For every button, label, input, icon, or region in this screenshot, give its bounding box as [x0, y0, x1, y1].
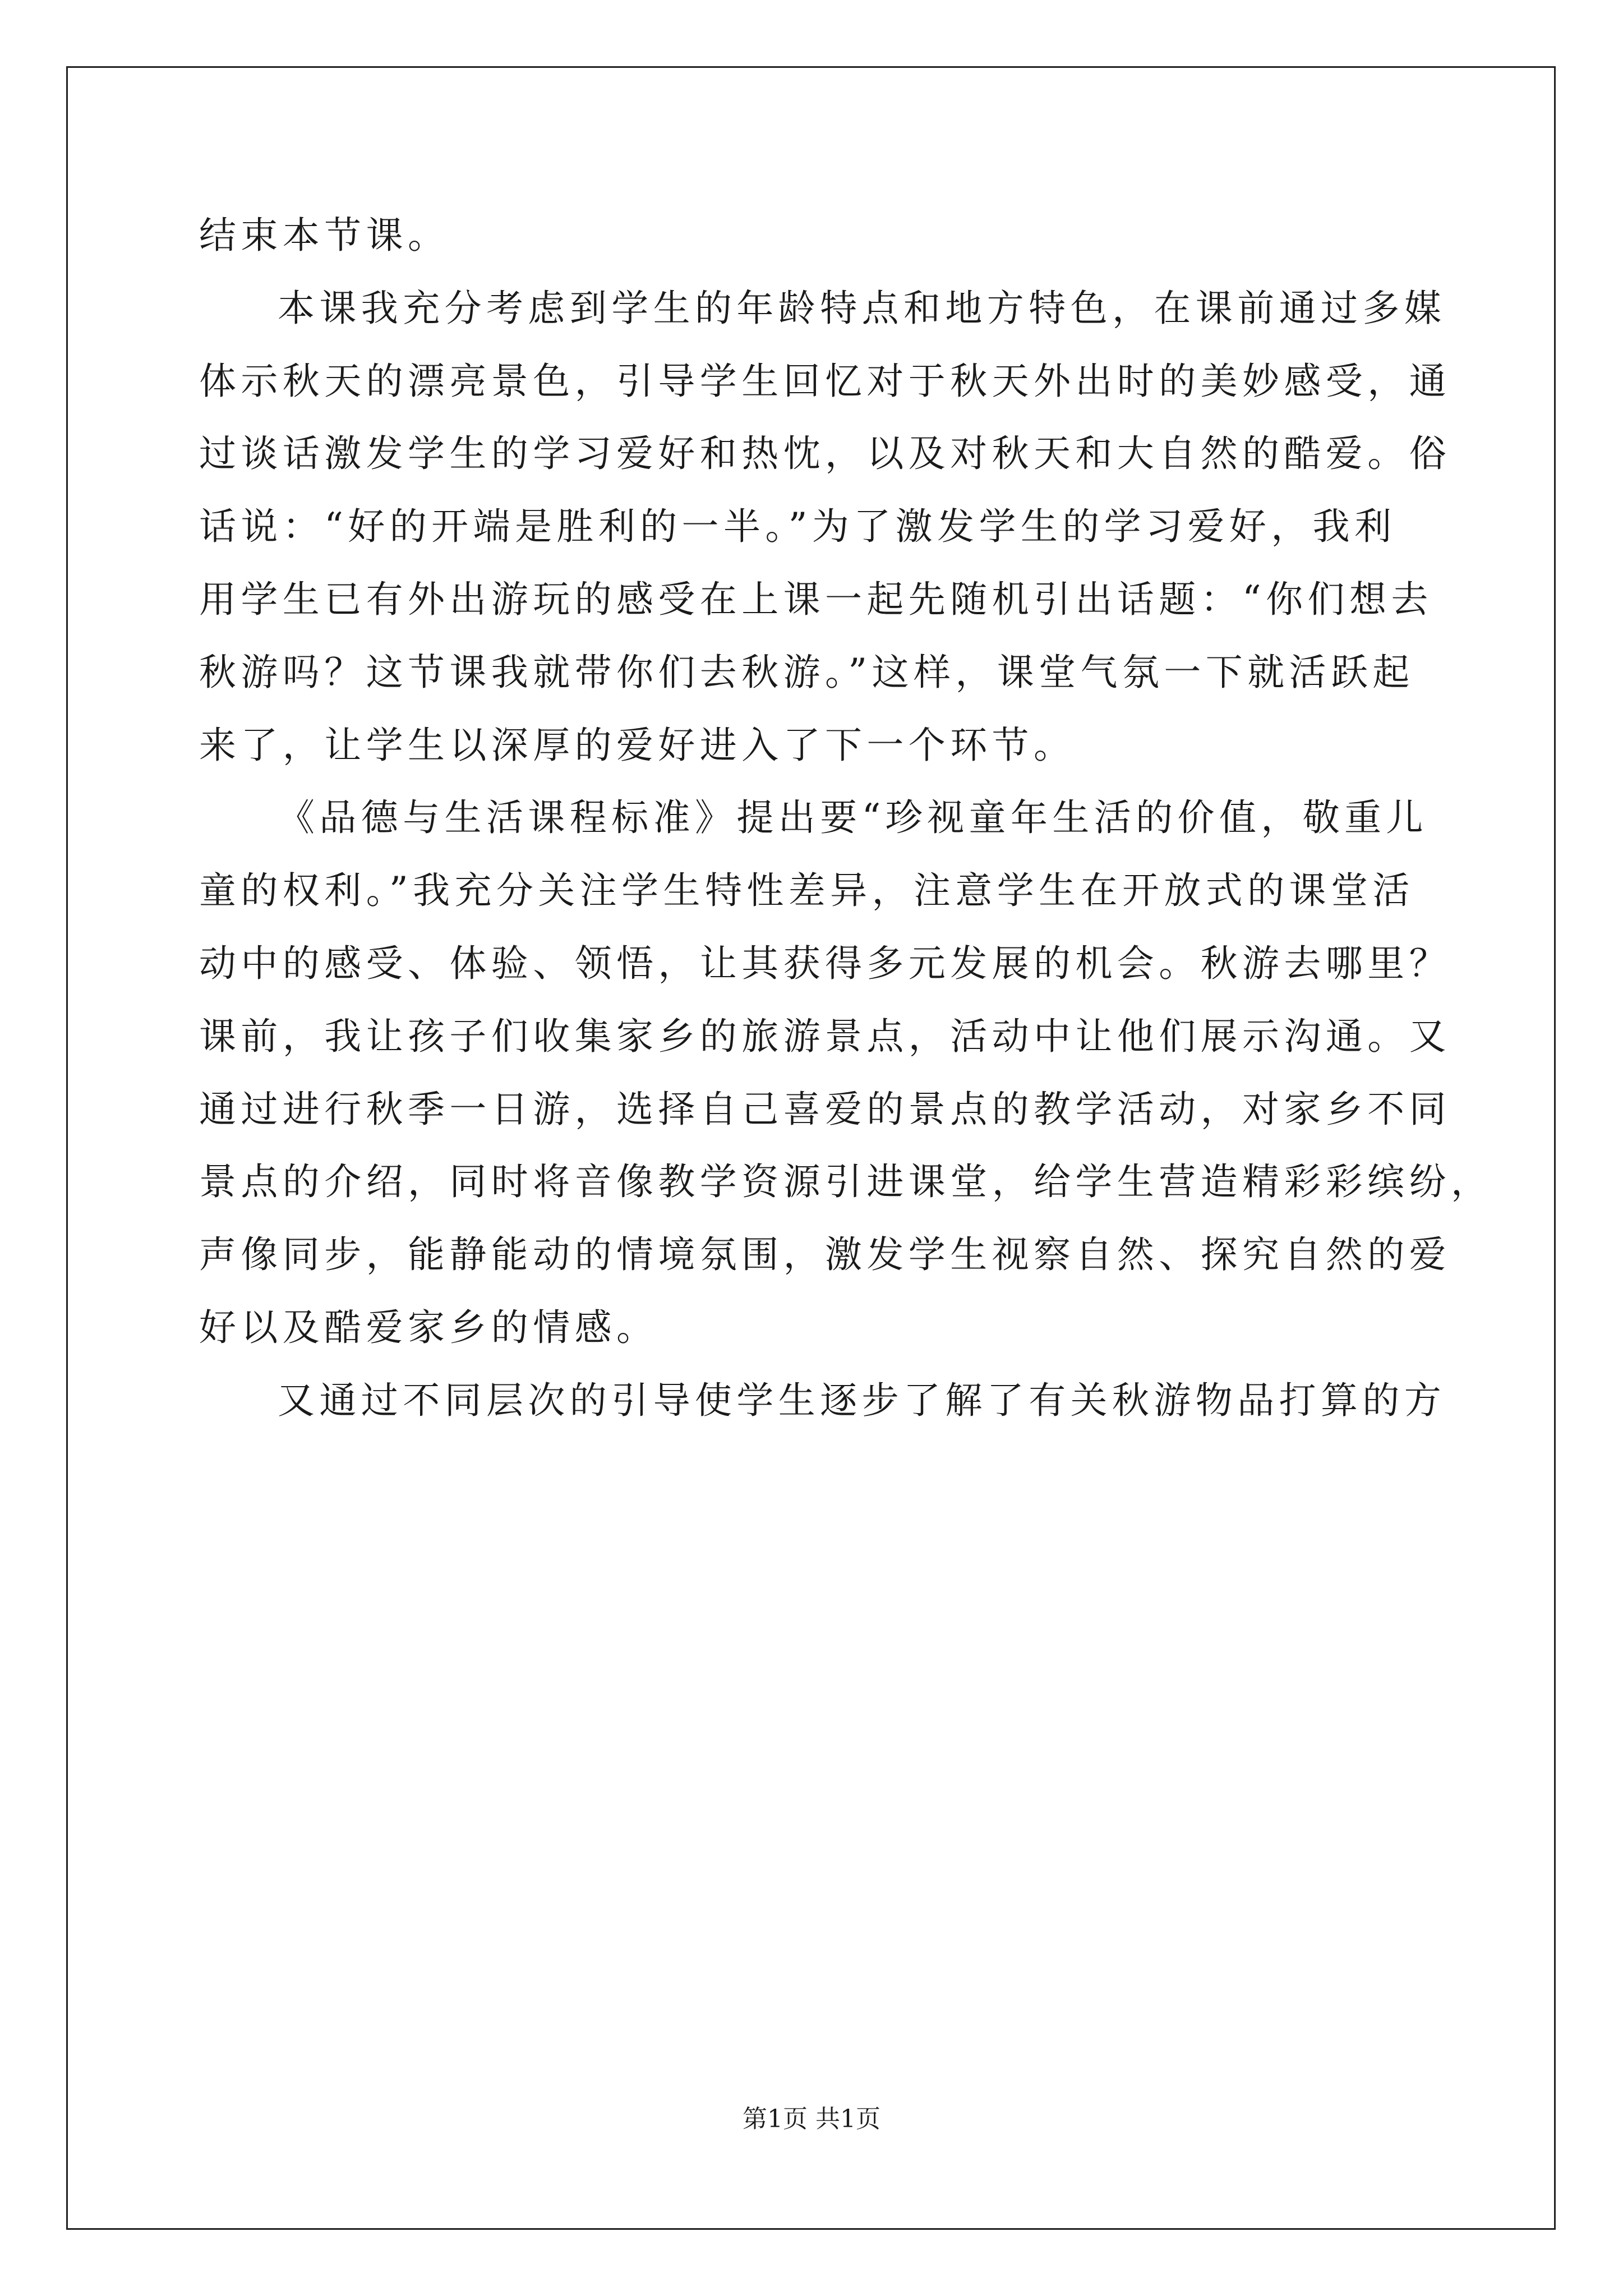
text-line: 动中的感受、体验、领悟，让其获得多元发展的机会。秋游去哪里？ — [199, 942, 1451, 985]
text-line: 来了，让学生以深厚的爱好进入了下一个环节。 — [199, 724, 1076, 767]
text-line: 童的权利。”我充分关注学生特性差异，注意学生在开放式的课堂活 — [199, 869, 1414, 912]
paragraph-start-line: 又通过不同层次的引导使学生逐步了解了有关秋游物品打算的方 — [278, 1379, 1446, 1422]
text-line: 秋游吗？这节课我就带你们去秋游。”这样，课堂气氛一下就活跃起 — [199, 651, 1414, 694]
text-line: 声像同步，能静能动的情境氛围，激发学生视察自然、探究自然的爱 — [199, 1233, 1451, 1276]
text-line: 结束本节课。 — [199, 214, 450, 257]
text-line: 过谈话激发学生的学习爱好和热忱，以及对秋天和大自然的酷爱。俗 — [199, 432, 1451, 475]
text-line: 体示秋天的漂亮景色，引导学生回忆对于秋天外出时的美妙感受，通 — [199, 360, 1451, 403]
text-line: 课前，我让孩子们收集家乡的旅游景点，活动中让他们展示沟通。又 — [199, 1015, 1451, 1058]
text-line: 好以及酷爱家乡的情感。 — [199, 1306, 658, 1349]
paragraph-start-line: 《品德与生活课程标准》提出要“珍视童年生活的价值，敬重儿 — [278, 796, 1428, 839]
text-line: 通过进行秋季一日游，选择自己喜爱的景点的教学活动，对家乡不同 — [199, 1088, 1451, 1131]
text-line: 用学生已有外出游玩的感受在上课一起先随机引出话题：“你们想去 — [199, 578, 1433, 621]
text-line: 景点的介绍，同时将音像教学资源引进课堂，给学生营造精彩彩缤纷， — [199, 1160, 1493, 1203]
text-line: 话说：“好的开端是胜利的一半。”为了激发学生的学习爱好，我利 — [199, 505, 1396, 548]
paragraph-start-line: 本课我充分考虑到学生的年龄特点和地方特色，在课前通过多媒 — [278, 287, 1446, 330]
page-number-footer: 第1页 共1页 — [743, 2105, 880, 2133]
